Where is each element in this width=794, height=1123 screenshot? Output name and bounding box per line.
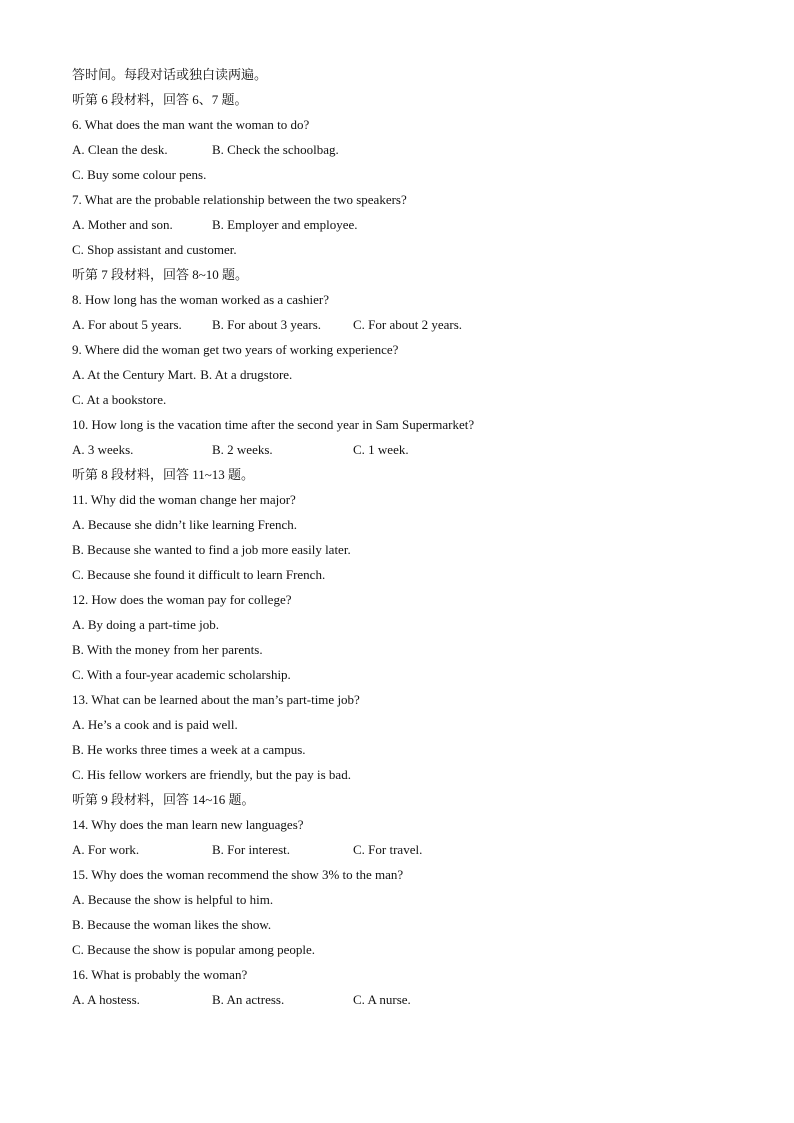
options-row: [72, 312, 732, 337]
question-14: 14. Why does the man learn new languages?: [72, 817, 304, 832]
option-13a: A. He’s a cook and is paid well.: [72, 717, 238, 732]
option-6a: A. Clean the desk.: [72, 142, 168, 157]
option-15a: A. Because the show is helpful to him.: [72, 892, 274, 907]
option-13c: C. His fellow workers are friendly, but the pay is bad.: [72, 767, 351, 782]
option-11c: C. Because she found it difficult to learn French.: [72, 567, 326, 582]
option-16b: B. An actress.: [212, 992, 285, 1007]
instruction-text: 答时间。每段对话或独白读两遍。: [72, 67, 268, 82]
option-14c: C. For travel.: [353, 842, 423, 857]
question-10: 10. How long is the vacation time after the second year in Sam Supermarket?: [72, 417, 475, 432]
option-7c: C. Shop assistant and customer.: [72, 242, 237, 257]
option-7a: A. Mother and son.: [72, 217, 173, 232]
option-6c: C. Buy some colour pens.: [72, 167, 207, 182]
options-row: [72, 437, 732, 462]
option-6b: B. Check the schoolbag.: [212, 142, 339, 157]
option-9c: C. At a bookstore.: [72, 392, 167, 407]
option-16a: A. A hostess.: [72, 992, 140, 1007]
option-15b: B. Because the woman likes the show.: [72, 917, 272, 932]
question-7: 7. What are the probable relationship between the two speakers?: [72, 192, 407, 207]
section-heading-7: 听第 7 段材料，回答 8~10 题。: [72, 267, 249, 282]
question-12: 12. How does the woman pay for college?: [72, 592, 292, 607]
options-row: [72, 362, 732, 387]
section-heading-8: 听第 8 段材料，回答 11~13 题。: [72, 467, 255, 482]
question-16: 16. What is probably the woman?: [72, 967, 248, 982]
option-12a: A. By doing a part-time job.: [72, 617, 219, 632]
options-row: [72, 212, 732, 237]
option-14a: A. For work.: [72, 842, 140, 857]
options-row: [72, 837, 732, 862]
option-8b: B. For about 3 years.: [212, 317, 322, 332]
option-13b: B. He works three times a week at a campus.: [72, 742, 306, 757]
option-10c: C. 1 week.: [353, 442, 409, 457]
section-heading-9: 听第 9 段材料，回答 14~16 题。: [72, 792, 255, 807]
question-9: 9. Where did the woman get two years of working experience?: [72, 342, 399, 357]
question-15: 15. Why does the woman recommend the show 3% to the man?: [72, 867, 404, 882]
option-12c: C. With a four-year academic scholarship.: [72, 667, 291, 682]
option-8c: C. For about 2 years.: [353, 317, 463, 332]
option-11a: A. Because she didn’t like learning French.: [72, 517, 298, 532]
question-11: 11. Why did the woman change her major?: [72, 492, 296, 507]
option-10a: A. 3 weeks.: [72, 442, 134, 457]
option-9b: B. At a drugstore.: [200, 367, 293, 382]
options-row: [72, 987, 732, 1012]
option-14b: B. For interest.: [212, 842, 290, 857]
section-heading-6: 听第 6 段材料，回答 6、7 题。: [72, 92, 248, 107]
option-10b: B. 2 weeks.: [212, 442, 273, 457]
question-13: 13. What can be learned about the man’s part-time job?: [72, 692, 360, 707]
option-15c: C. Because the show is popular among people.: [72, 942, 315, 957]
option-8a: A. For about 5 years.: [72, 317, 182, 332]
option-12b: B. With the money from her parents.: [72, 642, 263, 657]
options-row: [72, 137, 732, 162]
listening-section: [72, 62, 732, 1012]
option-7b: B. Employer and employee.: [212, 217, 358, 232]
option-11b: B. Because she wanted to find a job more easily later.: [72, 542, 351, 557]
option-16c: C. A nurse.: [353, 992, 411, 1007]
option-9a: A. At the Century Mart.: [72, 367, 197, 382]
question-8: 8. How long has the woman worked as a cashier?: [72, 292, 330, 307]
question-6: 6. What does the man want the woman to do?: [72, 117, 310, 132]
